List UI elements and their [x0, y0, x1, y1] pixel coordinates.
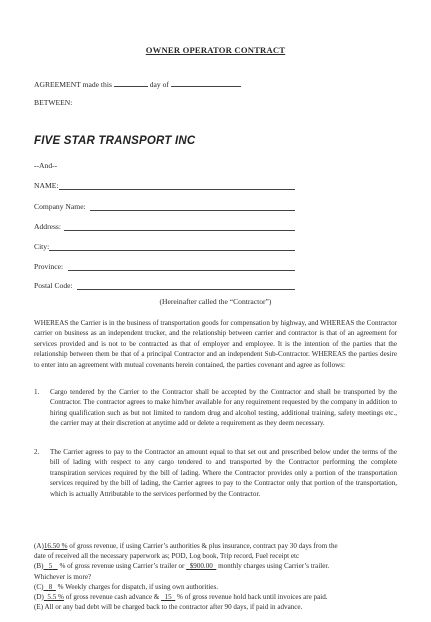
agreement-month-blank[interactable] — [171, 78, 241, 87]
clause-number: 1. — [34, 388, 40, 396]
term-value-2: 15 — [164, 593, 172, 602]
city-input-line[interactable] — [49, 242, 295, 251]
contractor-note: (Hereinafter called the “Contractor”) — [159, 297, 272, 306]
field-label: City: — [34, 242, 50, 251]
term-a — [34, 541, 399, 551]
field-label: Postal Code: — [34, 281, 73, 290]
company-name: FIVE STAR TRANSPORT INC — [34, 135, 196, 147]
clause-text: The Carrier agrees to pay to the Contractor an amount equal to that set out and prescribed below under the terms of the bill of lading with respect to any cargo tendered to and transported by the Contractor performing the complete transpiration services required by the bill of lading. Where the Contractor provides only a portion of the transportation services required by the bill of lading, the Carrier agrees to pay to the Contractor only that portion of the transportation, which is actually Attributable to the services performed by the Contractor. — [50, 448, 397, 498]
field-label: Province: — [34, 262, 64, 271]
field-label: Address: — [34, 222, 61, 231]
address-input-line[interactable] — [64, 222, 295, 231]
term-e: (E) All or any bad debt will be charged back to the contractor after 90 days, if paid in advance. — [34, 603, 303, 612]
term-d — [34, 592, 399, 602]
term-prefix: (C) — [34, 582, 44, 591]
agreement-prefix: AGREEMENT made this — [34, 80, 112, 89]
term-b — [34, 561, 399, 571]
whereas-paragraph: WHEREAS the Carrier is in the business of transportation goods for compensation by highway, and WHEREAS the Contractor carrier on business as an independent trucker, and the relationship between carrier and contractor is that of an agreement for services provided and is not to be contracted as that of employer and employee. It is the intention of the parties that the relationship between them be that of a principal Contractor and an independent Sub-Contractor. WHEREAS the parties desire to enter into an agreement with mutual covenants herein contained, the parties covenant and agree as follows: — [34, 319, 397, 369]
between-label: BETWEEN: — [34, 98, 73, 107]
name-field — [34, 181, 58, 190]
field-label: Company Name: — [34, 202, 86, 211]
term-value: 16.50 % — [43, 542, 68, 550]
term-text: % of gross revenue using Carrier’s trailer or — [57, 562, 187, 571]
clause-text: Cargo tendered by the Carrier to the Contractor shall be accepted by the Contractor and shall be transported by the Contractor. The contractor agrees to make him/her available for any requirement requested by the company in addition to hiring qualification such as but not limited to random drug and alcohol testing, additional training, safety meetings etc., the carrier may at their discretion at anytime add or delete a requirement as they deem necessary. — [50, 388, 397, 428]
term-value: 5.5 % — [47, 593, 64, 602]
address-field — [34, 222, 61, 231]
agreement-line — [34, 78, 241, 89]
term-prefix: (A) — [34, 542, 44, 550]
term-a-line2: date of received all the necessary paperwork as; POD, Log book, Trip record, Fuel receipt etc — [34, 552, 300, 561]
agreement-day-label: day of — [149, 80, 169, 89]
company-name-field — [34, 202, 86, 211]
term-prefix: (B) — [34, 562, 44, 571]
document-title: OWNER OPERATOR CONTRACT — [145, 45, 286, 55]
term-value-2: $900.00 — [189, 562, 213, 571]
city-field — [34, 242, 49, 251]
term-text: monthly charges using Carrier’s trailer. — [216, 562, 330, 571]
province-input-line[interactable] — [68, 262, 295, 271]
term-text: % Weekly charges for dispatch, if using own authorities. — [55, 582, 218, 591]
name-input-line[interactable] — [59, 181, 295, 190]
postal-code-input-line[interactable] — [77, 281, 295, 290]
term-c — [34, 582, 399, 592]
agreement-day-blank[interactable] — [114, 78, 148, 87]
term-value: 8 — [48, 582, 53, 591]
term-text: of gross revenue cash advance & — [63, 593, 162, 602]
term-text: % of gross revenue hold back until invoices are paid. — [175, 593, 328, 602]
term-prefix: (D) — [34, 593, 44, 602]
and-label: --And-- — [34, 161, 58, 170]
term-text: of gross revenue, if using Carrier’s authorities & plus insurance, contract pay 30 days from the — [67, 542, 338, 550]
term-b-line2: Whichever is more? — [34, 572, 92, 581]
province-field — [34, 262, 63, 271]
field-label: NAME: — [34, 181, 59, 190]
postal-code-field — [34, 281, 73, 290]
payment-terms — [34, 541, 399, 612]
term-value: 5 — [48, 562, 53, 571]
company-name-input-line[interactable] — [90, 202, 295, 211]
clause-number: 2. — [34, 448, 40, 456]
